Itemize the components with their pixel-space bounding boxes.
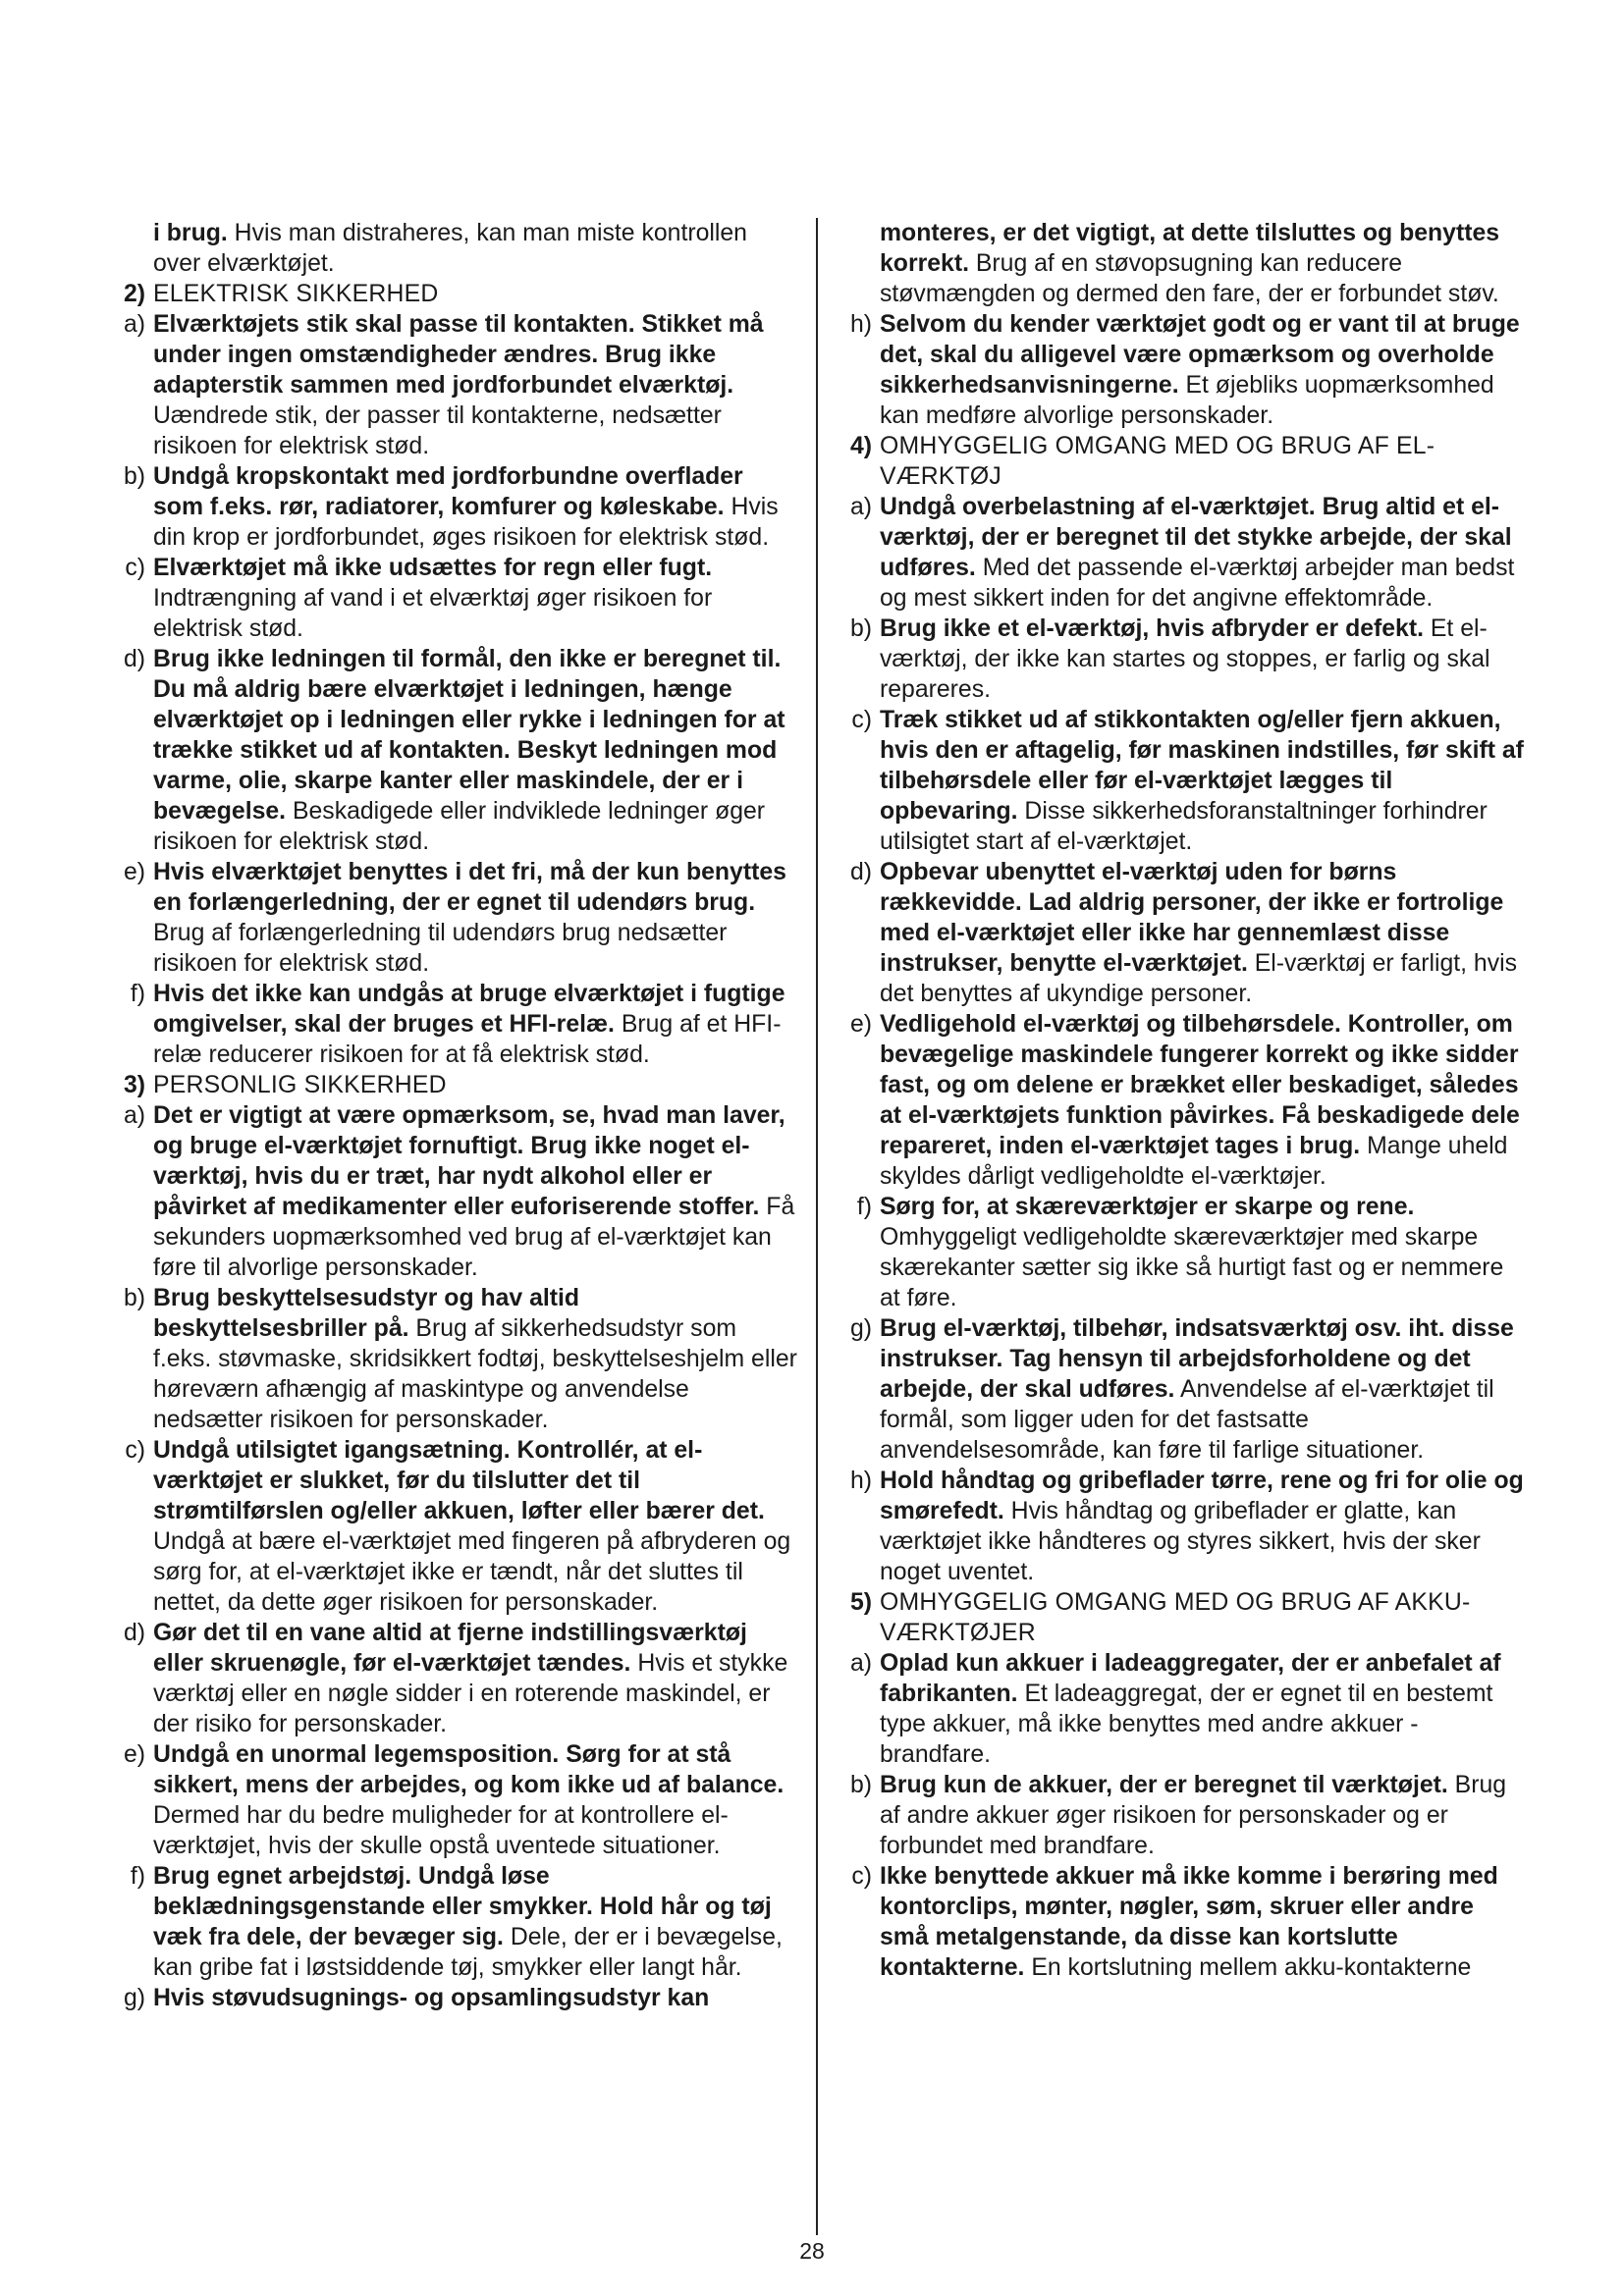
emphasis-text: Brug ikke ledningen til formål, den ikke er beregnet til. Du må aldrig bære elværktøjet i ledningen, hænge elværktøjet op i ledningen eller rykke i ledningen for at trække stikket ud af kontakten. Beskyt ledningen mod varme, olie, skarpe kanter eller maskindele, der er i bevægelse. [153, 646, 785, 825]
body-text: Få sekunders uopmærksomhed ved brug af el-værktøjet kan føre til alvorlige personskader. [153, 1194, 795, 1281]
body-text: Et ladeaggregat, der er egnet til en bestemt type akkuer, må ikke benyttes med andre akkuer - brandfare. [880, 1681, 1493, 1768]
list-item [837, 1192, 1524, 1313]
emphasis-text: Hold håndtag og gribeflader tørre, rene og fri for olie og smørefedt. [880, 1468, 1524, 1524]
body-text: Indtrængning af vand i et elværktøj øger risikoen for elektrisk stød. [153, 585, 713, 642]
item-body [880, 1770, 1524, 1861]
body-text: Brug af sikkerhedsudstyr som f.eks. støvmaske, skridsikkert fodtøj, beskyttelseshjelm eller høreværn afhængig af maskintype og anvendelse nedsætter risikoen for personskader. [153, 1315, 797, 1433]
right-column [837, 218, 1524, 1983]
section-heading [110, 279, 797, 309]
item-label: g) [849, 1315, 872, 1342]
list-item [837, 1861, 1524, 1983]
emphasis-text: Hvis støvudsugnings- og opsamlingsudstyr kan [153, 1985, 710, 2011]
emphasis-text: Undgå en unormal legemsposition. Sørg for at stå sikkert, mens der arbejdes, og kom ikke ud af balance. [153, 1741, 785, 1798]
continued-paragraph [110, 218, 797, 279]
list-item [110, 1100, 797, 1283]
column-divider [816, 218, 818, 2235]
item-label: d) [123, 1620, 145, 1646]
item-label: a) [123, 311, 145, 338]
section-heading [110, 1070, 797, 1100]
body-text: En kortslutning mellem akku-kontakterne [1024, 1954, 1472, 1981]
item-label: b) [849, 615, 872, 642]
emphasis-text: Undgå overbelastning af el-værktøjet. Brug altid et el-værktøj, der er beregnet til det stykke arbejde, der skal udføres. [880, 494, 1512, 581]
list-item [837, 1313, 1524, 1466]
body-text: Dele, der er i bevægelse, kan gribe fat i løstsiddende tøj, smykker eller langt hår. [153, 1924, 783, 1981]
emphasis-text: Brug beskyttelsesudstyr og hav altid beskyttelsesbriller på. [153, 1285, 580, 1342]
item-label: b) [849, 1772, 872, 1798]
item-body [153, 1435, 797, 1618]
item-body [153, 857, 797, 979]
section-title: PERSONLIG SIKKERHED [153, 1072, 447, 1098]
body-text: Et el-værktøj, der ikke kan startes og stoppes, er farlig og skal repareres. [880, 615, 1490, 703]
item-body [880, 309, 1524, 431]
item-label: c) [851, 707, 872, 733]
list-item [110, 1435, 797, 1618]
body-text: Omhyggeligt vedligeholdte skæreværktøjer med skarpe skærekanter sætter sig ikke så hurtigt fast og er nemmere at føre. [880, 1224, 1504, 1311]
section-number: 5) [849, 1589, 872, 1616]
body-text: Hvis håndtag og gribeflader er glatte, kan værktøjet ikke håndteres og styres sikkert, hvis der sker noget uventet. [880, 1498, 1481, 1585]
item-body [153, 1618, 797, 1739]
section-heading [837, 431, 1524, 492]
item-body [880, 1192, 1524, 1313]
body-text: Brug af en støvopsugning kan reducere støvmængden og dermed den fare, der er forbundet støv. [880, 250, 1499, 307]
body-text: Beskadigede eller indviklede ledninger øger risikoen for elektrisk stød. [153, 798, 766, 855]
list-item [837, 1648, 1524, 1770]
list-item [837, 614, 1524, 705]
body-text: Mange uheld skyldes dårligt vedligeholdte el-værktøjer. [880, 1133, 1508, 1190]
emphasis-text: Brug egnet arbejdstøj. Undgå løse beklædningsgenstande eller smykker. Hold hår og tøj væk fra dele, der bevæger sig. [153, 1863, 772, 1950]
body-text: Disse sikkerhedsforanstaltninger forhindrer utilsigtet start af el-værktøjet. [880, 798, 1488, 855]
item-body [153, 1739, 797, 1861]
body-text: Hvis et stykke værktøj eller en nøgle sidder i en roterende maskindel, er der risiko for personskader. [153, 1650, 788, 1737]
emphasis-text: Brug el-værktøj, tilbehør, indsatsværktøj osv. iht. disse instrukser. Tag hensyn til arbejdsforholdene og det arbejde, der skal udføres. [880, 1315, 1514, 1403]
left-column [110, 218, 797, 2013]
list-item [110, 857, 797, 979]
emphasis-text: Undgå utilsigtet igangsætning. Kontrollér, at el-værktøjet er slukket, før du tilslutter det til strømtilførslen og/eller akkuen, løfter eller bærer det. [153, 1437, 765, 1524]
list-item [110, 1983, 797, 2013]
emphasis-text: Brug kun de akkuer, der er beregnet til værktøjet. [880, 1772, 1448, 1798]
item-label: g) [123, 1985, 145, 2011]
list-item [837, 492, 1524, 614]
body-text: Hvis din krop er jordforbundet, øges risikoen for elektrisk stød. [153, 494, 779, 551]
emphasis-text: i brug. [153, 220, 228, 246]
body-text: Brug af andre akkuer øger risikoen for personskader og er forbundet med brandfare. [880, 1772, 1507, 1859]
emphasis-text: Træk stikket ud af stikkontakten og/eller fjern akkuen, hvis den er aftagelig, før maskinen indstilles, før skift af tilbehørsdele eller før el-værktøjet lægges til opbevaring. [880, 707, 1524, 825]
emphasis-text: Ikke benyttede akkuer må ikke komme i berøring med kontorclips, mønter, nøgler, søm, skruer eller andre små metalgenstande, da disse kan kortslutte kontakterne. [880, 1863, 1498, 1981]
item-body [880, 1648, 1524, 1770]
item-body [153, 979, 797, 1070]
list-item [110, 309, 797, 461]
item-label: a) [123, 1102, 145, 1129]
item-body [153, 309, 797, 461]
list-item [837, 857, 1524, 1009]
item-body [880, 857, 1524, 1009]
item-label: f) [856, 1194, 872, 1220]
body-text: Uændrede stik, der passer til kontakterne, nedsætter risikoen for elektrisk stød. [153, 402, 722, 459]
item-label: a) [849, 494, 872, 520]
item-body [880, 492, 1524, 614]
body-text: Hvis man distraheres, kan man miste kontrollen over elværktøjet. [153, 220, 747, 277]
item-body [153, 1100, 797, 1283]
list-item [110, 979, 797, 1070]
emphasis-text: Gør det til en vane altid at fjerne indstillingsværktøj eller skruenøgle, før el-værktøjet tændes. [153, 1620, 747, 1677]
section-heading [837, 1587, 1524, 1648]
item-label: b) [123, 463, 145, 490]
emphasis-text: Elværktøjet må ikke udsættes for regn eller fugt. [153, 555, 713, 581]
section-number: 4) [849, 433, 872, 459]
body-text: El-værktøj er farligt, hvis det benyttes af ukyndige personer. [880, 950, 1518, 1007]
section-number: 3) [123, 1072, 145, 1098]
item-body [880, 614, 1524, 705]
emphasis-text: Brug ikke et el-værktøj, hvis afbryder er defekt. [880, 615, 1424, 642]
body-text: Brug af forlængerledning til udendørs brug nedsætter risikoen for elektrisk stød. [153, 920, 728, 977]
section-title: OMHYGGELIG OMGANG MED OG BRUG AF AKKU-VÆRKTØJER [880, 1589, 1471, 1646]
item-label: e) [123, 1741, 145, 1768]
body-text: Med det passende el-værktøj arbejder man bedst og mest sikkert inden for det angivne effektområde. [880, 555, 1515, 612]
item-body [880, 1466, 1524, 1587]
item-label: e) [123, 859, 145, 885]
body-text: Undgå at bære el-værktøjet med fingeren på afbryderen og sørg for, at el-værktøjet ikke er tændt, når det sluttes til nettet, da dette øger risikoen for personskader. [153, 1528, 791, 1616]
emphasis-text: Undgå kropskontakt med jordforbundne overflader som f.eks. rør, radiatorer, komfurer og køleskabe. [153, 463, 743, 520]
section-number: 2) [123, 281, 145, 307]
emphasis-text: Hvis elværktøjet benyttes i det fri, må der kun benyttes en forlængerledning, der er egnet til udendørs brug. [153, 859, 786, 916]
item-label: d) [849, 859, 872, 885]
item-label: a) [849, 1650, 872, 1677]
item-body [880, 1313, 1524, 1466]
list-item [110, 1283, 797, 1435]
list-item [837, 705, 1524, 857]
item-body [153, 461, 797, 553]
list-item [110, 1739, 797, 1861]
item-label: c) [125, 1437, 145, 1464]
emphasis-text: Elværktøjets stik skal passe til kontakten. Stikket må under ingen omstændigheder ændres. Brug ikke adapterstik sammen med jordforbundet elværktøj. [153, 311, 764, 399]
section-title: OMHYGGELIG OMGANG MED OG BRUG AF EL-VÆRKTØJ [880, 433, 1435, 490]
list-item [837, 1466, 1524, 1587]
item-label: h) [849, 1468, 872, 1494]
emphasis-text: Sørg for, at skæreværktøjer er skarpe og rene. [880, 1194, 1415, 1220]
emphasis-text: Selvom du kender værktøjet godt og er vant til at bruge det, skal du alligevel være opmærksom og overholde sikkerhedsanvisningerne. [880, 311, 1520, 399]
item-body [880, 1861, 1524, 1983]
continued-paragraph [837, 218, 1524, 309]
item-label: c) [851, 1863, 872, 1890]
body-text: Brug af et HFI-relæ reducerer risikoen for at få elektrisk stød. [153, 1011, 782, 1068]
page-number: 28 [799, 2238, 825, 2264]
emphasis-text: monteres, er det vigtigt, at dette tilsluttes og benyttes korrekt. [880, 220, 1500, 277]
item-body [153, 553, 797, 644]
item-body [880, 705, 1524, 857]
item-label: d) [123, 646, 145, 672]
item-label: h) [849, 311, 872, 338]
list-item [837, 1009, 1524, 1192]
list-item [110, 1861, 797, 1983]
section-title: ELEKTRISK SIKKERHED [153, 281, 439, 307]
item-body [153, 1983, 797, 2013]
body-text: Dermed har du bedre muligheder for at kontrollere el-værktøjet, hvis der skulle opstå uventede situationer. [153, 1802, 729, 1859]
emphasis-text: Oplad kun akkuer i ladeaggregater, der er anbefalet af fabrikanten. [880, 1650, 1501, 1707]
item-label: c) [125, 555, 145, 581]
emphasis-text: Hvis det ikke kan undgås at bruge elværktøjet i fugtige omgivelser, skal der bruges et HFI-relæ. [153, 981, 785, 1038]
emphasis-text: Vedligehold el-værktøj og tilbehørsdele. Kontroller, om bevægelige maskindele fungerer korrekt og ikke sidder fast, og om delene er brækket eller beskadiget, således at el-værktøjets funktion påvirkes. Få beskadigede dele repareret, inden el-værktøjet tages i brug. [880, 1011, 1520, 1159]
item-body [153, 1861, 797, 1983]
list-item [110, 644, 797, 857]
body-text: Anvendelse af el-værktøjet til formål, som ligger uden for det fastsatte anvendelsesområde, kan føre til farlige situationer. [880, 1376, 1494, 1464]
body-text: Et øjebliks uopmærksomhed kan medføre alvorlige personskader. [880, 372, 1494, 429]
list-item [837, 309, 1524, 431]
item-label: b) [123, 1285, 145, 1311]
list-item [110, 1618, 797, 1739]
item-body [153, 644, 797, 857]
emphasis-text: Det er vigtigt at være opmærksom, se, hvad man laver, og bruge el-værktøjet fornuftigt. Brug ikke noget el-værktøj, hvis du er træt, har nydt alkohol eller er påvirket af medikamenter eller euforiserende stoffer. [153, 1102, 785, 1220]
item-label: f) [130, 981, 145, 1007]
item-body [880, 1009, 1524, 1192]
emphasis-text: Opbevar ubenyttet el-værktøj uden for børns rækkevidde. Lad aldrig personer, der ikke er fortrolige med el-værktøjet eller ikke har gennemlæst disse instrukser, benytte el-værktøjet. [880, 859, 1504, 977]
item-body [153, 1283, 797, 1435]
item-label: f) [130, 1863, 145, 1890]
list-item [110, 461, 797, 553]
item-label: e) [849, 1011, 872, 1038]
list-item [110, 553, 797, 644]
list-item [837, 1770, 1524, 1861]
